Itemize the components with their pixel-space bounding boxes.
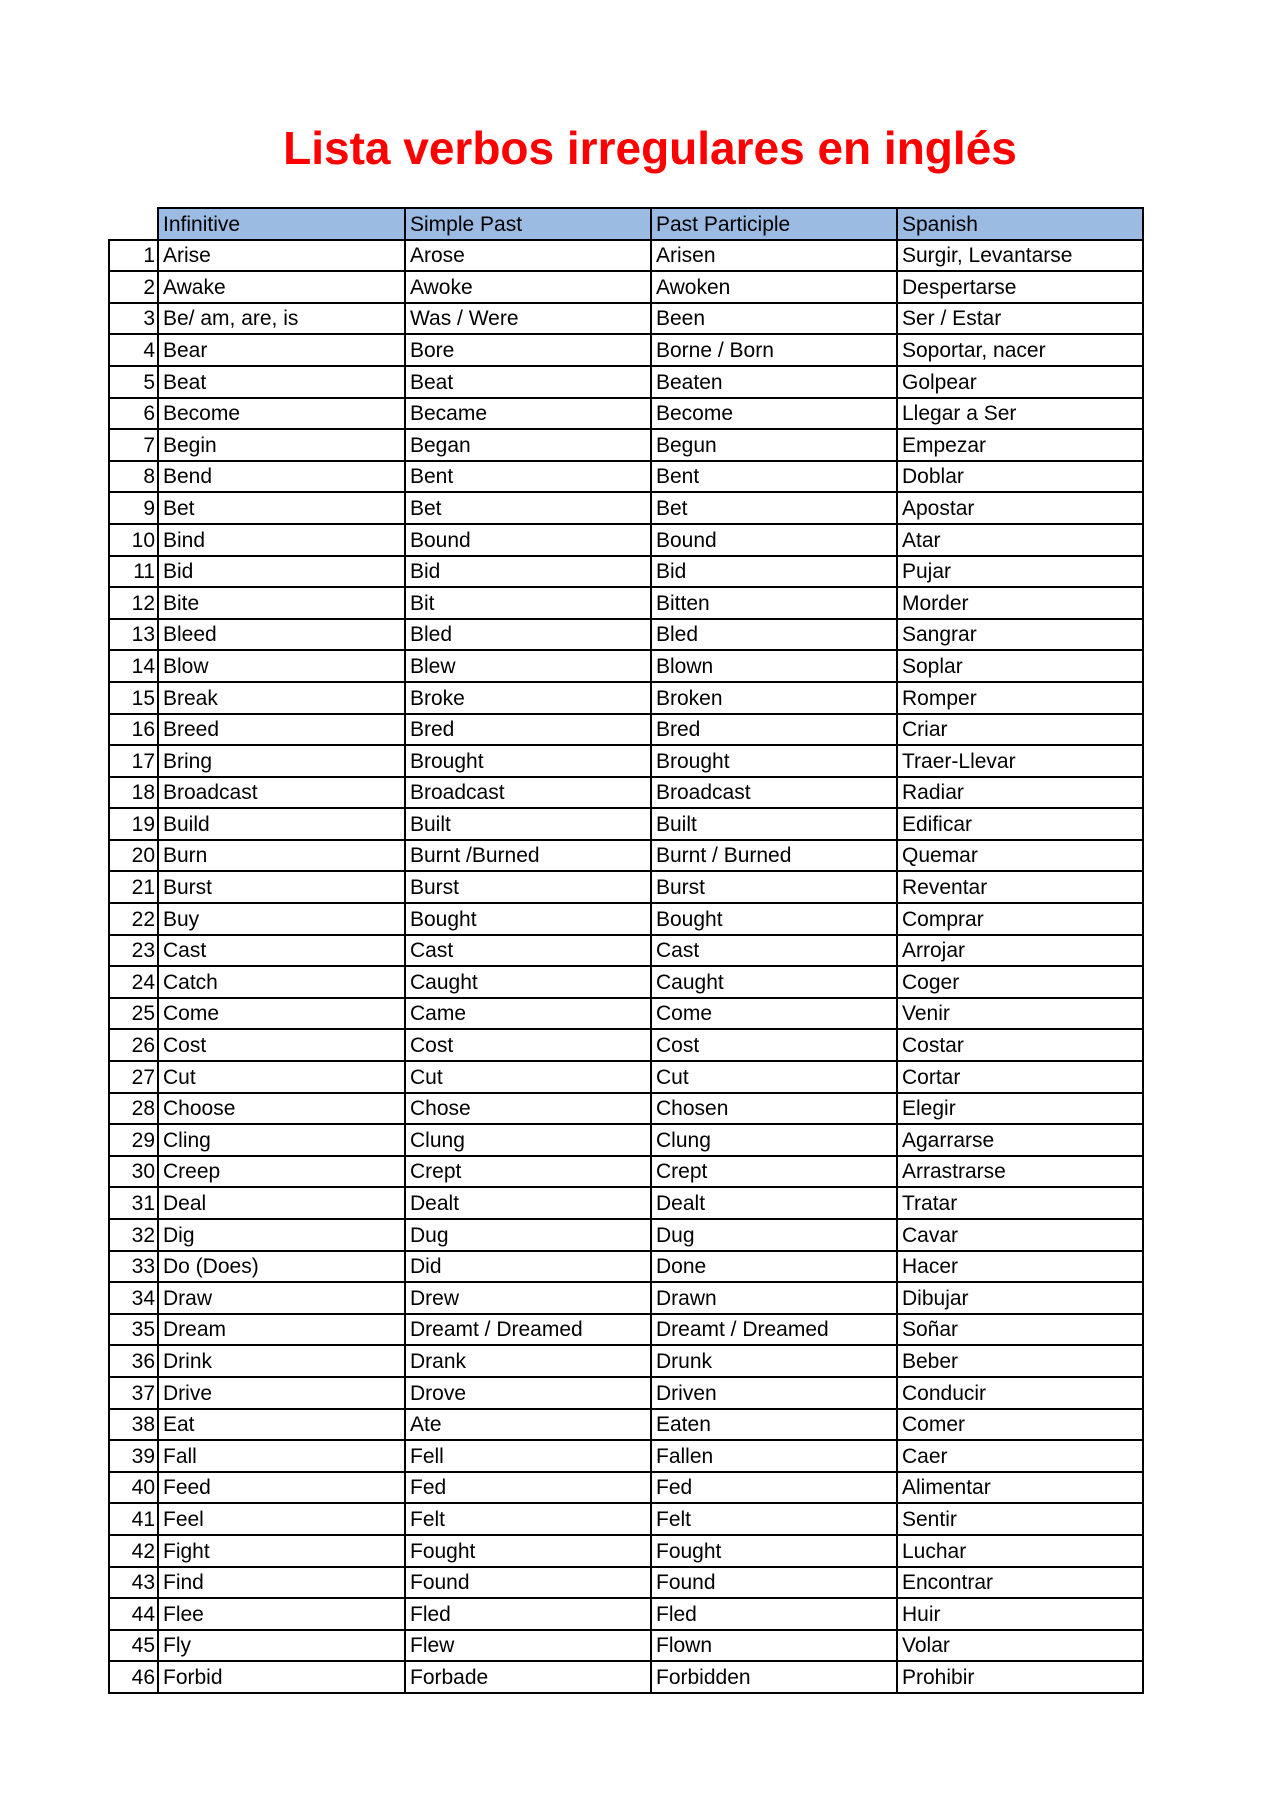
infinitive-cell: Drive [158,1377,405,1409]
table-row [109,556,1143,588]
row-number: 29 [109,1124,158,1156]
infinitive-cell: Fight [158,1535,405,1567]
simple-past-cell: Broadcast [405,777,651,809]
simple-past-cell: Built [405,808,651,840]
past-participle-cell: Crept [651,1156,897,1188]
infinitive-cell: Bind [158,524,405,556]
table-row [109,271,1143,303]
spanish-cell: Agarrarse [897,1124,1143,1156]
simple-past-cell: Fled [405,1598,651,1630]
table-row [109,1535,1143,1567]
row-number: 19 [109,808,158,840]
infinitive-cell: Bet [158,492,405,524]
past-participle-cell: Clung [651,1124,897,1156]
simple-past-cell: Fell [405,1440,651,1472]
past-participle-cell: Flown [651,1630,897,1662]
spanish-cell: Hacer [897,1251,1143,1283]
simple-past-cell: Bent [405,461,651,493]
simple-past-cell: Brought [405,745,651,777]
infinitive-cell: Bend [158,461,405,493]
infinitive-cell: Breed [158,714,405,746]
table-row [109,1409,1143,1441]
row-number: 43 [109,1567,158,1599]
spanish-cell: Despertarse [897,271,1143,303]
table-row [109,1251,1143,1283]
header-blank-cell [109,208,158,240]
row-number: 7 [109,429,158,461]
row-number: 24 [109,966,158,998]
spanish-cell: Tratar [897,1187,1143,1219]
past-participle-cell: Been [651,303,897,335]
row-number: 5 [109,366,158,398]
table-row [109,998,1143,1030]
past-participle-cell: Burnt / Burned [651,840,897,872]
simple-past-cell: Became [405,398,651,430]
row-number: 18 [109,777,158,809]
spanish-cell: Quemar [897,840,1143,872]
row-number: 38 [109,1409,158,1441]
past-participle-cell: Beaten [651,366,897,398]
spanish-cell: Arrojar [897,935,1143,967]
past-participle-cell: Bid [651,556,897,588]
infinitive-cell: Bite [158,587,405,619]
column-header-spanish: Spanish [897,208,1143,240]
past-participle-cell: Chosen [651,1093,897,1125]
past-participle-cell: Cut [651,1061,897,1093]
past-participle-cell: Fled [651,1598,897,1630]
table-row [109,1630,1143,1662]
simple-past-cell: Beat [405,366,651,398]
spanish-cell: Alimentar [897,1472,1143,1504]
past-participle-cell: Bent [651,461,897,493]
past-participle-cell: Bound [651,524,897,556]
infinitive-cell: Dig [158,1219,405,1251]
infinitive-cell: Beat [158,366,405,398]
infinitive-cell: Arise [158,240,405,272]
infinitive-cell: Bear [158,334,405,366]
infinitive-cell: Broadcast [158,777,405,809]
past-participle-cell: Dug [651,1219,897,1251]
row-number: 37 [109,1377,158,1409]
spanish-cell: Volar [897,1630,1143,1662]
spanish-cell: Cavar [897,1219,1143,1251]
table-row [109,808,1143,840]
row-number: 45 [109,1630,158,1662]
row-number: 4 [109,334,158,366]
row-number: 12 [109,587,158,619]
spanish-cell: Caer [897,1440,1143,1472]
infinitive-cell: Bid [158,556,405,588]
simple-past-cell: Did [405,1251,651,1283]
simple-past-cell: Crept [405,1156,651,1188]
infinitive-cell: Awake [158,271,405,303]
past-participle-cell: Blown [651,650,897,682]
spanish-cell: Comer [897,1409,1143,1441]
simple-past-cell: Fought [405,1535,651,1567]
infinitive-cell: Burn [158,840,405,872]
infinitive-cell: Fall [158,1440,405,1472]
spanish-cell: Soportar, nacer [897,334,1143,366]
simple-past-cell: Bought [405,903,651,935]
row-number: 20 [109,840,158,872]
spanish-cell: Golpear [897,366,1143,398]
past-participle-cell: Fought [651,1535,897,1567]
spanish-cell: Soplar [897,650,1143,682]
table-row [109,461,1143,493]
table-row [109,1219,1143,1251]
infinitive-cell: Deal [158,1187,405,1219]
row-number: 22 [109,903,158,935]
table-row [109,1598,1143,1630]
simple-past-cell: Burnt /Burned [405,840,651,872]
table-row [109,714,1143,746]
row-number: 31 [109,1187,158,1219]
simple-past-cell: Came [405,998,651,1030]
table-row [109,1440,1143,1472]
spanish-cell: Surgir, Levantarse [897,240,1143,272]
past-participle-cell: Broken [651,682,897,714]
row-number: 15 [109,682,158,714]
column-header-simple-past: Simple Past [405,208,651,240]
infinitive-cell: Cast [158,935,405,967]
spanish-cell: Atar [897,524,1143,556]
spanish-cell: Ser / Estar [897,303,1143,335]
infinitive-cell: Break [158,682,405,714]
past-participle-cell: Cost [651,1029,897,1061]
infinitive-cell: Blow [158,650,405,682]
infinitive-cell: Creep [158,1156,405,1188]
table-row [109,1029,1143,1061]
row-number: 21 [109,871,158,903]
spanish-cell: Llegar a Ser [897,398,1143,430]
simple-past-cell: Drove [405,1377,651,1409]
infinitive-cell: Dream [158,1314,405,1346]
row-number: 42 [109,1535,158,1567]
simple-past-cell: Cost [405,1029,651,1061]
past-participle-cell: Eaten [651,1409,897,1441]
past-participle-cell: Built [651,808,897,840]
table-row [109,1472,1143,1504]
table-row [109,619,1143,651]
infinitive-cell: Come [158,998,405,1030]
simple-past-cell: Dug [405,1219,651,1251]
table-row [109,524,1143,556]
past-participle-cell: Cast [651,935,897,967]
infinitive-cell: Feel [158,1503,405,1535]
past-participle-cell: Forbidden [651,1661,897,1693]
row-number: 35 [109,1314,158,1346]
spanish-cell: Morder [897,587,1143,619]
simple-past-cell: Bore [405,334,651,366]
row-number: 46 [109,1661,158,1693]
column-header-past-participle: Past Participle [651,208,897,240]
simple-past-cell: Dealt [405,1187,651,1219]
page-title: Lista verbos irregulares en inglés [283,122,1017,174]
spanish-cell: Radiar [897,777,1143,809]
table-row [109,1124,1143,1156]
spanish-cell: Cortar [897,1061,1143,1093]
spanish-cell: Dibujar [897,1282,1143,1314]
simple-past-cell: Drank [405,1345,651,1377]
table-row [109,777,1143,809]
infinitive-cell: Bring [158,745,405,777]
row-number: 16 [109,714,158,746]
spanish-cell: Arrastrarse [897,1156,1143,1188]
row-number: 6 [109,398,158,430]
spanish-cell: Comprar [897,903,1143,935]
spanish-cell: Pujar [897,556,1143,588]
past-participle-cell: Bought [651,903,897,935]
table-row [109,903,1143,935]
spanish-cell: Traer-Llevar [897,745,1143,777]
past-participle-cell: Bitten [651,587,897,619]
row-number: 26 [109,1029,158,1061]
table-row [109,1314,1143,1346]
row-number: 1 [109,240,158,272]
spanish-cell: Doblar [897,461,1143,493]
simple-past-cell: Bred [405,714,651,746]
simple-past-cell: Flew [405,1630,651,1662]
spanish-cell: Prohibir [897,1661,1143,1693]
table-row [109,650,1143,682]
table-row [109,334,1143,366]
table-row [109,1282,1143,1314]
past-participle-cell: Brought [651,745,897,777]
simple-past-cell: Bound [405,524,651,556]
simple-past-cell: Drew [405,1282,651,1314]
infinitive-cell: Cling [158,1124,405,1156]
table-row [109,1503,1143,1535]
spanish-cell: Criar [897,714,1143,746]
simple-past-cell: Cast [405,935,651,967]
table-row [109,1377,1143,1409]
simple-past-cell: Felt [405,1503,651,1535]
row-number: 8 [109,461,158,493]
spanish-cell: Romper [897,682,1143,714]
past-participle-cell: Drawn [651,1282,897,1314]
past-participle-cell: Done [651,1251,897,1283]
table-row [109,429,1143,461]
past-participle-cell: Awoken [651,271,897,303]
spanish-cell: Empezar [897,429,1143,461]
infinitive-cell: Flee [158,1598,405,1630]
row-number: 2 [109,271,158,303]
past-participle-cell: Dealt [651,1187,897,1219]
simple-past-cell: Cut [405,1061,651,1093]
infinitive-cell: Cut [158,1061,405,1093]
table-row [109,366,1143,398]
spanish-cell: Soñar [897,1314,1143,1346]
table-row [109,1061,1143,1093]
spanish-cell: Edificar [897,808,1143,840]
infinitive-cell: Begin [158,429,405,461]
simple-past-cell: Was / Were [405,303,651,335]
simple-past-cell: Found [405,1567,651,1599]
infinitive-cell: Fly [158,1630,405,1662]
table-row [109,492,1143,524]
table-row [109,1093,1143,1125]
infinitive-cell: Burst [158,871,405,903]
simple-past-cell: Chose [405,1093,651,1125]
infinitive-cell: Catch [158,966,405,998]
infinitive-cell: Draw [158,1282,405,1314]
infinitive-cell: Be/ am, are, is [158,303,405,335]
table-header-row [109,208,1143,240]
past-participle-cell: Drunk [651,1345,897,1377]
past-participle-cell: Dreamt / Dreamed [651,1314,897,1346]
simple-past-cell: Bet [405,492,651,524]
row-number: 44 [109,1598,158,1630]
spanish-cell: Coger [897,966,1143,998]
past-participle-cell: Caught [651,966,897,998]
row-number: 10 [109,524,158,556]
table-row [109,682,1143,714]
infinitive-cell: Become [158,398,405,430]
table-row [109,1187,1143,1219]
row-number: 41 [109,1503,158,1535]
past-participle-cell: Burst [651,871,897,903]
spanish-cell: Elegir [897,1093,1143,1125]
table-row [109,398,1143,430]
row-number: 34 [109,1282,158,1314]
simple-past-cell: Forbade [405,1661,651,1693]
spanish-cell: Apostar [897,492,1143,524]
row-number: 9 [109,492,158,524]
row-number: 14 [109,650,158,682]
simple-past-cell: Clung [405,1124,651,1156]
table-row [109,587,1143,619]
infinitive-cell: Bleed [158,619,405,651]
simple-past-cell: Fed [405,1472,651,1504]
table-row [109,1156,1143,1188]
simple-past-cell: Bid [405,556,651,588]
past-participle-cell: Fed [651,1472,897,1504]
table-body [109,240,1143,1693]
table-row [109,1567,1143,1599]
simple-past-cell: Bit [405,587,651,619]
row-number: 3 [109,303,158,335]
past-participle-cell: Broadcast [651,777,897,809]
infinitive-cell: Do (Does) [158,1251,405,1283]
infinitive-cell: Forbid [158,1661,405,1693]
row-number: 11 [109,556,158,588]
spanish-cell: Huir [897,1598,1143,1630]
table-row [109,935,1143,967]
table-row [109,840,1143,872]
spanish-cell: Reventar [897,871,1143,903]
infinitive-cell: Drink [158,1345,405,1377]
row-number: 39 [109,1440,158,1472]
simple-past-cell: Caught [405,966,651,998]
simple-past-cell: Blew [405,650,651,682]
verbs-table [108,207,1144,1694]
past-participle-cell: Become [651,398,897,430]
past-participle-cell: Come [651,998,897,1030]
column-header-infinitive: Infinitive [158,208,405,240]
row-number: 28 [109,1093,158,1125]
table-row [109,871,1143,903]
spanish-cell: Sentir [897,1503,1143,1535]
table-row [109,240,1143,272]
row-number: 27 [109,1061,158,1093]
row-number: 17 [109,745,158,777]
infinitive-cell: Eat [158,1409,405,1441]
past-participle-cell: Bred [651,714,897,746]
spanish-cell: Sangrar [897,619,1143,651]
row-number: 33 [109,1251,158,1283]
simple-past-cell: Arose [405,240,651,272]
row-number: 13 [109,619,158,651]
infinitive-cell: Find [158,1567,405,1599]
infinitive-cell: Choose [158,1093,405,1125]
past-participle-cell: Borne / Born [651,334,897,366]
spanish-cell: Beber [897,1345,1143,1377]
spanish-cell: Encontrar [897,1567,1143,1599]
past-participle-cell: Begun [651,429,897,461]
simple-past-cell: Awoke [405,271,651,303]
past-participle-cell: Felt [651,1503,897,1535]
past-participle-cell: Found [651,1567,897,1599]
past-participle-cell: Fallen [651,1440,897,1472]
simple-past-cell: Burst [405,871,651,903]
past-participle-cell: Arisen [651,240,897,272]
row-number: 30 [109,1156,158,1188]
table-row [109,1345,1143,1377]
table-row [109,1661,1143,1693]
simple-past-cell: Bled [405,619,651,651]
row-number: 25 [109,998,158,1030]
spanish-cell: Conducir [897,1377,1143,1409]
past-participle-cell: Driven [651,1377,897,1409]
infinitive-cell: Build [158,808,405,840]
past-participle-cell: Bet [651,492,897,524]
past-participle-cell: Bled [651,619,897,651]
row-number: 36 [109,1345,158,1377]
spanish-cell: Venir [897,998,1143,1030]
table-row [109,966,1143,998]
infinitive-cell: Buy [158,903,405,935]
infinitive-cell: Cost [158,1029,405,1061]
infinitive-cell: Feed [158,1472,405,1504]
simple-past-cell: Dreamt / Dreamed [405,1314,651,1346]
row-number: 40 [109,1472,158,1504]
spanish-cell: Costar [897,1029,1143,1061]
simple-past-cell: Broke [405,682,651,714]
row-number: 32 [109,1219,158,1251]
table-row [109,745,1143,777]
simple-past-cell: Began [405,429,651,461]
simple-past-cell: Ate [405,1409,651,1441]
row-number: 23 [109,935,158,967]
table-row [109,303,1143,335]
spanish-cell: Luchar [897,1535,1143,1567]
